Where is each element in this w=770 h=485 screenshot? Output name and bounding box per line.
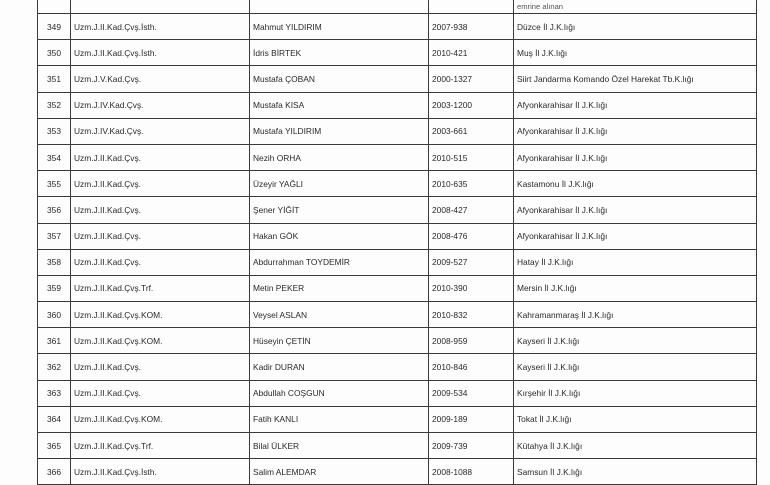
table-row [38,354,757,380]
rank-cell: Uzm.J.II.Kad.Çvş.Trf. [71,433,250,459]
registry-number-cell: 2010-421 [429,40,514,66]
rank-cell: Uzm.J.II.Kad.Çvş. [71,171,250,197]
assigned-unit-cell: Hatay İl J.K.lığı [514,249,757,275]
assigned-unit-cell: Kayseri İl J.K.lığı [514,354,757,380]
name-cell: Üzeyir YAĞLI [250,171,429,197]
rank-cell: Uzm.J.IV.Kad.Çvş. [71,118,250,144]
assigned-unit-cell [514,0,757,14]
name-cell: Mahmut YILDIRIM [250,14,429,40]
assigned-unit-cell: Afyonkarahisar İl J.K.lığı [514,223,757,249]
name-cell: Nezih ORHA [250,144,429,170]
rank-cell: Uzm.J.II.Kad.Çvş.Trf. [71,275,250,301]
row-number-cell: 360 [38,302,71,328]
row-number-cell: 354 [38,144,71,170]
assigned-unit-cell: Kahramanmaraş İl J.K.lığı [514,302,757,328]
name-cell: Salim ALEMDAR [250,459,429,485]
registry-number-cell [429,0,514,14]
personnel-assignment-table [37,0,757,485]
table-row [38,144,757,170]
table-row [38,92,757,118]
name-cell [250,0,429,14]
registry-number-cell: 2009-534 [429,380,514,406]
name-cell: Metin PEKER [250,275,429,301]
row-number-cell: 365 [38,433,71,459]
table-row [38,433,757,459]
registry-number-cell: 2003-1200 [429,92,514,118]
name-cell: İdris BİRTEK [250,40,429,66]
name-cell: Abdullah COŞGUN [250,380,429,406]
table-row [38,66,757,92]
assigned-unit-cell: Kırşehir İl J.K.lığı [514,380,757,406]
row-number-cell: 350 [38,40,71,66]
rank-cell: Uzm.J.II.Kad.Çvş. [71,249,250,275]
table-row [38,223,757,249]
registry-number-cell: 2009-527 [429,249,514,275]
rank-cell: Uzm.J.II.Kad.Çvş.KOM. [71,302,250,328]
registry-number-cell: 2003-661 [429,118,514,144]
name-cell: Hakan GÖK [250,223,429,249]
name-cell: Mustafa YILDIRIM [250,118,429,144]
table-row [38,406,757,432]
registry-number-cell: 2010-832 [429,302,514,328]
name-cell: Mustafa ÇOBAN [250,66,429,92]
rank-cell: Uzm.J.II.Kad.Çvş.İsth. [71,459,250,485]
assigned-unit-cell: Kütahya İl J.K.lığı [514,433,757,459]
row-number-cell: 357 [38,223,71,249]
row-number-cell: 353 [38,118,71,144]
table-row [38,275,757,301]
row-number-cell [38,0,71,14]
rank-cell: Uzm.J.II.Kad.Çvş.KOM. [71,328,250,354]
assigned-unit-cell: Siirt Jandarma Komando Özel Harekat Tb.K.lığı [514,66,757,92]
registry-number-cell: 2008-427 [429,197,514,223]
registry-number-cell: 2008-1088 [429,459,514,485]
assigned-unit-cell: Afyonkarahisar İl J.K.lığı [514,197,757,223]
row-number-cell: 361 [38,328,71,354]
rank-cell: Uzm.J.II.Kad.Çvş. [71,354,250,380]
table-row [38,459,757,485]
rank-cell: Uzm.J.II.Kad.Çvş. [71,144,250,170]
row-number-cell: 352 [38,92,71,118]
assigned-unit-cell: Afyonkarahisar İl J.K.lığı [514,118,757,144]
registry-number-cell: 2000-1327 [429,66,514,92]
row-number-cell: 362 [38,354,71,380]
row-number-cell: 358 [38,249,71,275]
rank-cell: Uzm.J.II.Kad.Çvş. [71,223,250,249]
assigned-unit-cell: Mersin İl J.K.lığı [514,275,757,301]
assigned-unit-cell: Kayseri İl J.K.lığı [514,328,757,354]
table-row [38,197,757,223]
table-row [38,14,757,40]
registry-number-cell: 2010-390 [429,275,514,301]
assigned-unit-cell: Tokat İl J.K.lığı [514,406,757,432]
table-row [38,380,757,406]
assigned-unit-cell: Afyonkarahisar İl J.K.lığı [514,144,757,170]
name-cell: Mustafa KISA [250,92,429,118]
registry-number-cell: 2009-189 [429,406,514,432]
registry-number-cell: 2010-515 [429,144,514,170]
assigned-unit-note: emrine alınan [517,2,564,11]
rank-cell: Uzm.J.II.Kad.Çvş. [71,380,250,406]
assigned-unit-cell: Afyonkarahisar İl J.K.lığı [514,92,757,118]
name-cell: Bilal ÜLKER [250,433,429,459]
table-row [38,40,757,66]
name-cell: Fatih KANLI [250,406,429,432]
name-cell: Kadir DURAN [250,354,429,380]
row-number-cell: 359 [38,275,71,301]
table-row-partial [38,0,757,14]
rank-cell: Uzm.J.II.Kad.Çvş. [71,197,250,223]
registry-number-cell: 2010-635 [429,171,514,197]
name-cell: Abdurrahman TOYDEMİR [250,249,429,275]
assigned-unit-cell: Kastamonu İl J.K.lığı [514,171,757,197]
row-number-cell: 364 [38,406,71,432]
rank-cell [71,0,250,14]
name-cell: Veysel ASLAN [250,302,429,328]
assigned-unit-cell: Samsun İl J.K.lığı [514,459,757,485]
rank-cell: Uzm.J.II.Kad.Çvş.İsth. [71,40,250,66]
row-number-cell: 363 [38,380,71,406]
registry-number-cell: 2009-739 [429,433,514,459]
registry-number-cell: 2007-938 [429,14,514,40]
registry-number-cell: 2008-959 [429,328,514,354]
name-cell: Hüseyin ÇETİN [250,328,429,354]
rank-cell: Uzm.J.II.Kad.Çvş.İsth. [71,14,250,40]
row-number-cell: 355 [38,171,71,197]
row-number-cell: 351 [38,66,71,92]
assigned-unit-cell: Muş İl J.K.lığı [514,40,757,66]
rank-cell: Uzm.J.V.Kad.Çvş. [71,66,250,92]
table-row [38,302,757,328]
registry-number-cell: 2010-846 [429,354,514,380]
row-number-cell: 349 [38,14,71,40]
assigned-unit-cell: Düzce İl J.K.lığı [514,14,757,40]
table-row [38,328,757,354]
rank-cell: Uzm.J.IV.Kad.Çvş. [71,92,250,118]
registry-number-cell: 2008-476 [429,223,514,249]
row-number-cell: 356 [38,197,71,223]
rank-cell: Uzm.J.II.Kad.Çvş.KOM. [71,406,250,432]
table-row [38,171,757,197]
table-row [38,249,757,275]
table-row [38,118,757,144]
table-body [38,0,757,485]
name-cell: Şener YİĞİT [250,197,429,223]
row-number-cell: 366 [38,459,71,485]
